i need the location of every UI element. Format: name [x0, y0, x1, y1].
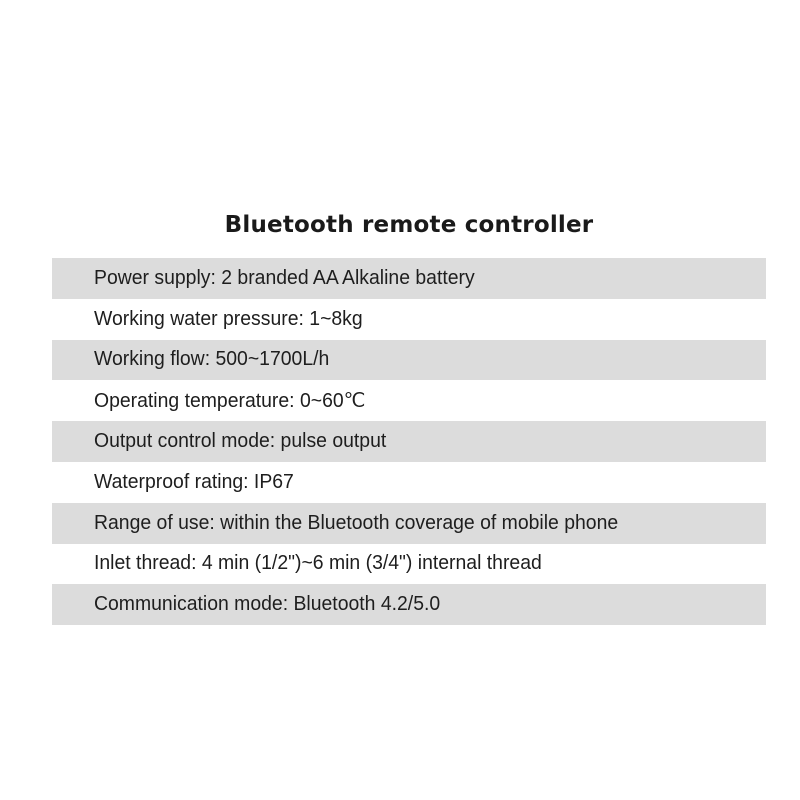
spec-text: Working water pressure: 1~8kg	[94, 307, 363, 330]
spec-text: Working flow: 500~1700L/h	[94, 348, 330, 371]
spec-text: Output control mode: pulse output	[94, 430, 387, 453]
spec-row-communication	[52, 584, 766, 625]
spec-row-range	[52, 503, 766, 544]
spec-text: Communication mode: Bluetooth 4.2/5.0	[94, 593, 441, 616]
spec-row-water-pressure	[52, 299, 766, 340]
spec-row-output-mode	[52, 421, 766, 462]
spec-row-waterproof	[52, 462, 766, 503]
spec-row-power-supply	[52, 258, 766, 299]
spec-row-inlet-thread	[52, 544, 766, 585]
spec-text: Power supply: 2 branded AA Alkaline battery	[94, 266, 475, 289]
spec-text: Inlet thread: 4 min (1/2")~6 min (3/4") internal thread	[94, 552, 542, 575]
spec-table	[52, 258, 766, 625]
spec-row-temperature	[52, 380, 766, 421]
spec-text: Waterproof rating: IP67	[94, 470, 294, 493]
spec-row-working-flow	[52, 340, 766, 381]
spec-text: Operating temperature: 0~60℃	[94, 390, 366, 413]
spec-title: Bluetooth remote controller	[224, 212, 594, 238]
spec-text: Range of use: within the Bluetooth coverage of mobile phone	[94, 511, 619, 534]
